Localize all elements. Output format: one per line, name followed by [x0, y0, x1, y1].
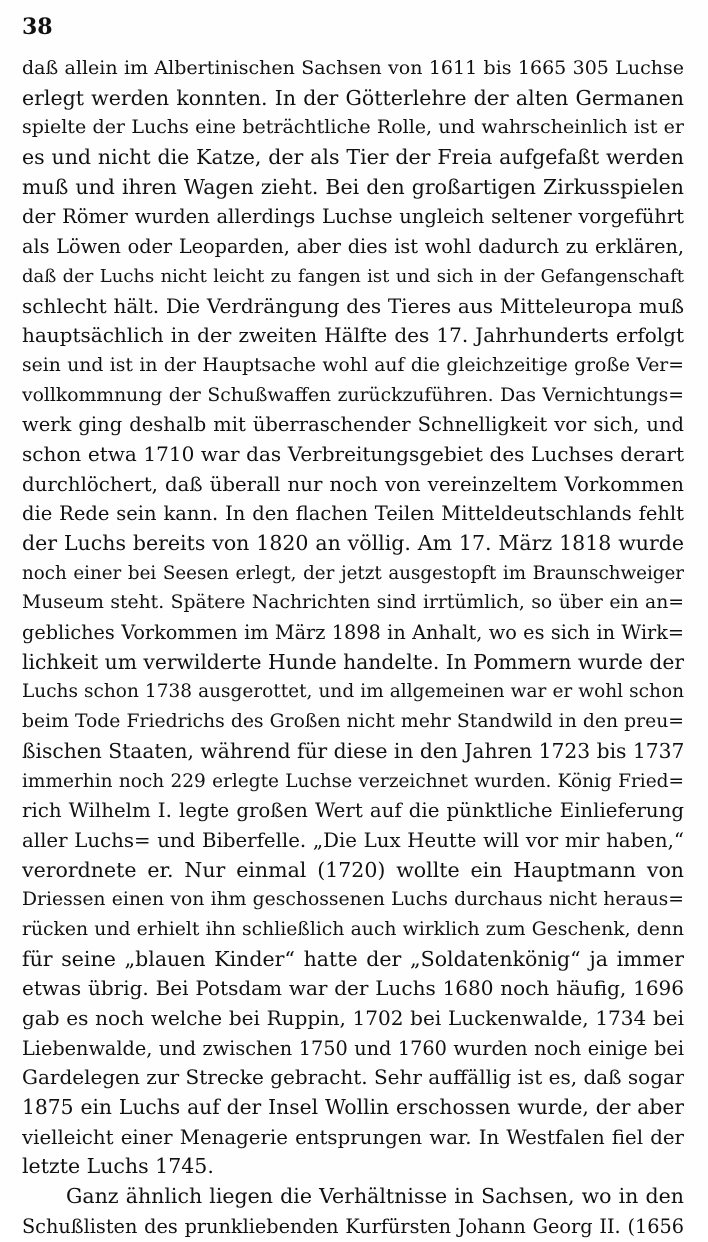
text-line: lichkeit um verwilderte Hunde handelte. In Pommern wurde der [22, 649, 684, 674]
paragraph-1 [22, 54, 684, 1182]
text-line: Luchs schon 1738 ausgerottet, und im allgemeinen war er wohl schon [22, 681, 684, 703]
text-line: Museum steht. Spätere Nachrichten sind irrtümlich, so über ein an= [22, 592, 684, 614]
text-line: hauptsächlich in der zweiten Hälfte des 17. Jahrhunderts erfolgt [22, 323, 684, 348]
text-line: 1875 ein Luchs auf der Insel Wollin erschossen wurde, der aber [22, 1095, 684, 1120]
text-line: der Luchs bereits von 1820 an völlig. Am 17. März 1818 wurde [22, 531, 684, 555]
text-line: vielleicht einer Menagerie entsprungen war. In Westfalen fiel der [22, 1125, 684, 1149]
text-line: verordnete er. Nur einmal (1720) wollte ein Hauptmann von [22, 857, 684, 882]
text-line: vollkommnung der Schußwaffen zurückzuführen. Das Vernichtungs= [22, 384, 684, 406]
text-line: Ganz ähnlich liegen die Verhältnisse in Sachsen, wo in den [66, 1184, 684, 1209]
text-line: durchlöchert, daß überall nur noch von vereinzeltem Vorkommen [22, 472, 684, 496]
text-line: gab es noch welche bei Ruppin, 1702 bei Luckenwalde, 1734 bei [22, 1006, 684, 1030]
text-line: schon etwa 1710 war das Verbreitungsgebiet des Luchses derart [22, 441, 684, 466]
text-line: aller Luchs= und Biberfelle. „Die Lux Heutte will vor mir haben,“ [22, 828, 684, 852]
text-line: etwas übrig. Bei Potsdam war der Luchs 1680 noch häufig, 1696 [22, 976, 684, 1001]
text-line: der Römer wurden allerdings Luchse ungleich seltener vorgeführt [22, 205, 684, 229]
text-line: Driessen einen von ihm geschossenen Luchs durchaus nicht heraus= [22, 889, 684, 911]
text-line: Gardelegen zur Strecke gebracht. Sehr auffällig ist es, daß sogar [22, 1065, 684, 1090]
text-line: werk ging deshalb mit überraschender Schnelligkeit vor sich, und [22, 413, 684, 437]
text-line: beim Tode Friedrichs des Großen nicht mehr Standwild in den preu= [22, 711, 684, 733]
text-line: daß der Luchs nicht leicht zu fangen ist und sich in der Gefangenschaft [22, 265, 684, 287]
body-text [22, 54, 684, 1242]
text-line: daß allein im Albertinischen Sachsen von 1611 bis 1665 305 Luchse [22, 57, 684, 79]
text-line: schlecht hält. Die Verdrängung des Tieres aus Mitteleuropa muß [22, 293, 684, 318]
text-line: als Löwen oder Leoparden, aber dies ist wohl dadurch zu erklären, [22, 235, 684, 259]
text-line: letzte Luchs 1745. [22, 1154, 214, 1179]
text-line: muß und ihren Wagen zieht. Bei den großartigen Zirkusspielen [22, 174, 684, 199]
text-line: sein und ist in der Hauptsache wohl auf die gleichzeitige große Ver= [22, 354, 684, 376]
text-line: für seine „blauen Kinder“ hatte der „Soldatenkönig“ ja immer [22, 946, 684, 971]
text-line: die Rede sein kann. In den flachen Teilen Mitteldeutschlands fehlt [22, 502, 684, 526]
text-line: Liebenwalde, und zwischen 1750 und 1760 wurden noch einige bei [22, 1036, 684, 1060]
text-line: gebliches Vorkommen im März 1898 in Anhalt, wo es sich in Wirk= [22, 621, 684, 645]
text-line: Schußlisten des prunkliebenden Kurfürsten Johann Georg II. (1656 [22, 1214, 684, 1238]
text-line: erlegt werden konnten. In der Götterlehre der alten Germanen [22, 85, 684, 110]
text-line: rücken und erhielt ihn schließlich auch wirklich zum Geschenk, denn [22, 918, 684, 940]
text-line: es und nicht die Katze, der als Tier der Freia aufgefaßt werden [22, 145, 684, 170]
text-line: immerhin noch 229 erlegte Luchse verzeichnet wurden. König Fried= [22, 770, 684, 792]
text-line: spielte der Luchs eine beträchtliche Rolle, und wahrscheinlich ist er [22, 116, 684, 139]
page-number: 38 [22, 14, 53, 40]
paragraph-2 [22, 1182, 684, 1241]
text-line: ßischen Staaten, während für diese in den Jahren 1723 bis 1737 [22, 738, 684, 763]
text-line: noch einer bei Seesen erlegt, der jetzt ausgestopft im Braunschweiger [22, 562, 684, 584]
text-line: rich Wilhelm I. legte großen Wert auf die pünktliche Einlieferung [22, 799, 684, 823]
